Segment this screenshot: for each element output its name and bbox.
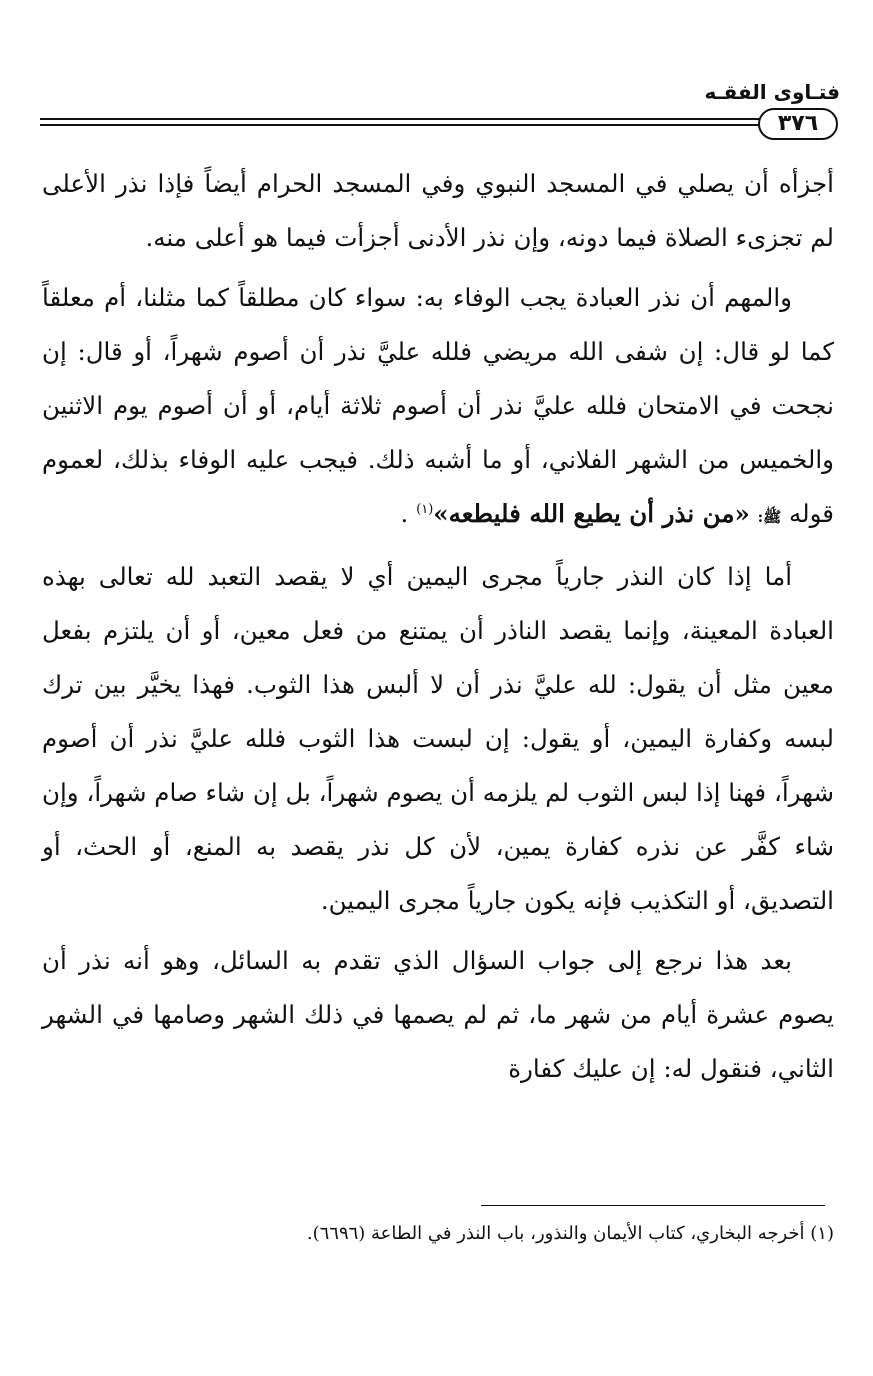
hadith-end: .	[400, 499, 409, 528]
footnote-reference: (١)	[416, 501, 434, 517]
footnote-1: (١) أخرجه البخاري، كتاب الأيمان والنذور، باب النذر في الطاعة (٦٦٩٦).	[306, 1223, 834, 1244]
page-header	[40, 80, 840, 150]
paragraph-1: أجزأه أن يصلي في المسجد النبوي وفي المسجد الحرام أيضاً فإذا نذر الأعلى لم تجزىء الصلاة فيما دونه، وإن نذر الأدنى أجزأت فيما هو أعلى منه.	[42, 169, 834, 252]
header-rule-bottom	[40, 124, 760, 126]
paragraph-2	[42, 271, 834, 544]
footnote-separator	[481, 1205, 825, 1206]
page-number-badge: ٣٧٦	[758, 108, 838, 140]
hadith-quote: «من نذر أن يطيع الله فليطعه»	[433, 499, 750, 528]
honorific-symbol: ﷺ:	[757, 508, 782, 526]
paragraph-3: أما إذا كان النذر جارياً مجرى اليمين أي لا يقصد التعبد لله تعالى بهذه العبادة المعينة، وإنما يقصد الناذر أن يمتنع من فعل معين، أو أن يلتزم بفعل معين مثل أن يقول: لله عليَّ نذر أن لا ألبس هذا الثوب. فهذا يخيَّر بين ترك لبسه وكفارة اليمين، أو يقول: إن لبست هذا الثوب فلله عليَّ نذر أن أصوم شهراً، فهنا إذا لبس الثوب لم يلزمه أن يصوم شهراً، بل إن شاء صام شهراً، وإن شاء كفَّر عن نذره كفارة يمين، لأن كل نذر يقصد به المنع، أو الحث، أو التصديق، أو التكذيب فإنه يكون جارياً مجرى اليمين.	[42, 562, 834, 915]
running-title: فتـاوى الفقـه	[704, 80, 840, 104]
paragraph-4: بعد هذا نرجع إلى جواب السؤال الذي تقدم به السائل، وهو أنه نذر أن يصوم عشرة أيام من شهر ما، ثم لم يصمها في ذلك الشهر وصامها في الشهر الثاني، فنقول له: إن عليك كفارة	[42, 946, 834, 1083]
header-rule-top	[40, 118, 760, 120]
main-text	[42, 157, 834, 1096]
paragraph-2-text: والمهم أن نذر العبادة يجب الوفاء به: سواء كان مطلقاً كما مثلنا، أم معلقاً كما لو قال: إن شفى الله مريضي فلله عليَّ نذر أن أصوم شهراً، أو قال: إن نجحت في الامتحان فلله عليَّ نذر أن أصوم ثلاثة أيام، أو أن أصوم يوم الاثنين والخميس من الشهر الفلاني، أو ما أشبه ذلك. فيجب عليه الوفاء بذلك، لعموم قوله	[42, 283, 834, 528]
